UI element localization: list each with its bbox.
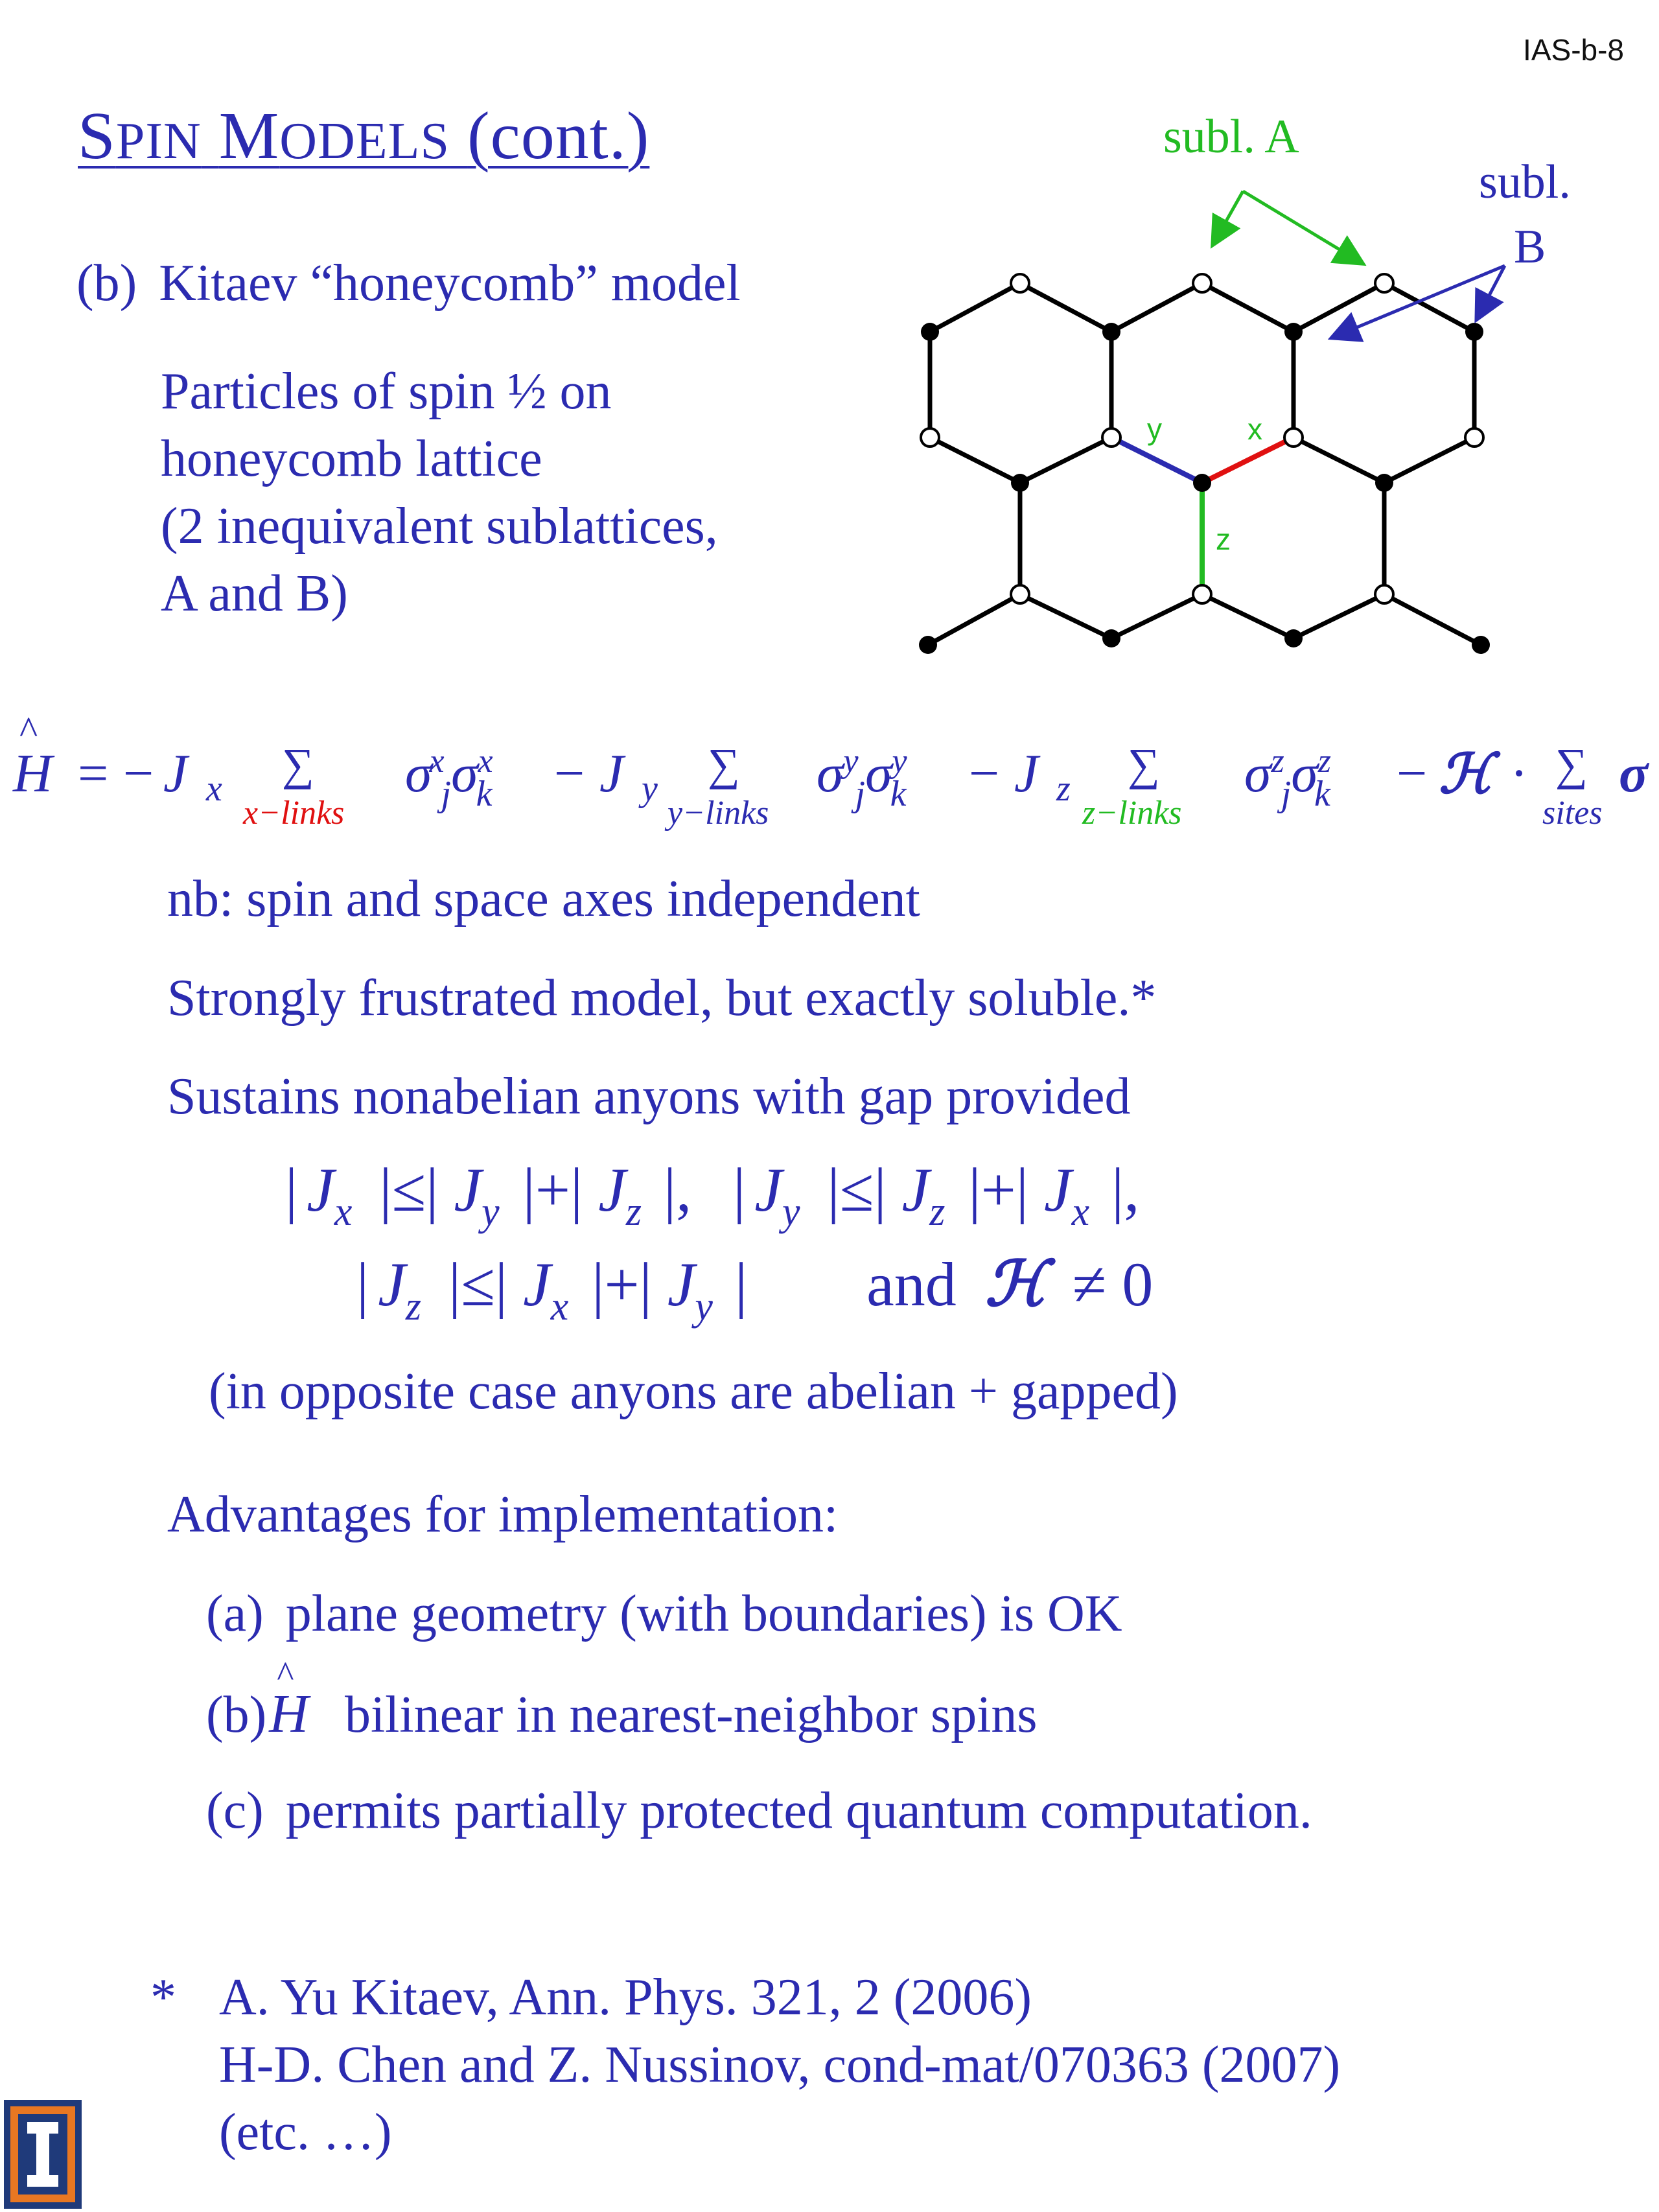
references xyxy=(219,1964,1340,2166)
site-b xyxy=(1193,585,1211,603)
page-title: SPIN MODELS (cont.) xyxy=(78,99,650,173)
hamiltonian-lhs: H ^ xyxy=(13,709,52,804)
advantage-item-b: (b)H ^ bilinear in nearest-neighbor spins xyxy=(206,1655,1038,1744)
site-b xyxy=(1011,274,1029,292)
link-label-x: x xyxy=(1247,412,1262,446)
sigma-y-pair: $\sigma^y$ $_j\sigma^y_k$ xyxy=(817,743,907,814)
sigma-bold: σ xyxy=(1619,743,1649,804)
note-nb: nb: spin and space axes independent xyxy=(167,870,920,927)
site-b xyxy=(921,428,939,447)
site-a xyxy=(1284,629,1303,647)
label-subl-b-2: B xyxy=(1514,220,1546,274)
site-a xyxy=(1193,474,1211,492)
note-sustains: Sustains nonabelian anyons with gap provided xyxy=(167,1068,1131,1125)
reference-line: A. Yu Kitaev, Ann. Phys. 321, 2 (2006) xyxy=(219,1969,1032,2026)
site-a xyxy=(1284,323,1303,341)
site-b xyxy=(1102,428,1120,447)
sigma-z-pair: $\sigma^z$ $_j\sigma^z_k$ xyxy=(1244,743,1331,814)
site-b xyxy=(1011,585,1029,603)
site-a xyxy=(921,323,939,341)
advantage-item-a: (a) plane geometry (with boundaries) is OK xyxy=(206,1585,1122,1642)
label-subl-b-1: subl. xyxy=(1479,156,1571,209)
site-a xyxy=(1472,636,1490,654)
opposite-case-note: (in opposite case anyons are abelian + gapped) xyxy=(209,1363,1178,1420)
site-b xyxy=(1284,428,1303,447)
site-a xyxy=(1011,474,1029,492)
h-hat: H ^ xyxy=(269,1655,308,1744)
label-subl-a: subl. A xyxy=(1163,110,1299,163)
section-heading xyxy=(76,250,741,317)
site-a xyxy=(1375,474,1393,492)
note-frustrated: Strongly frustrated model, but exactly soluble.* xyxy=(167,970,1157,1027)
link-label-z: z xyxy=(1216,522,1231,556)
section-label: (b) xyxy=(76,255,137,312)
description-line: A and B) xyxy=(161,565,348,622)
hamiltonian: H ^ = − J x ∑ x−links $\sigma^x$ $_j\sigma^x_k$ − J y ∑ y−links $\sigma^y$ $_j\sigma^y_k$ − J z ∑ z−links $\sigma^z$ $_j\sigma^z_k$ − ℋ · ∑ sites σ xyxy=(13,709,1649,832)
block-i-icon xyxy=(4,2100,82,2209)
sublattice-a-arrows xyxy=(1214,191,1361,262)
site-b xyxy=(1465,428,1483,447)
reference-line: H-D. Chen and Z. Nussinov, cond-mat/070363 (2007) xyxy=(219,2036,1341,2093)
description xyxy=(161,358,718,627)
condition-line-1: | $J_x$ |≤| $J_y$ |+| $J_z$ |, | $J_y$ |≤| $J_z$ |+| $J_x$ |, xyxy=(285,1155,1140,1234)
sigma-x-pair: $\sigma^x$ $_j\sigma^x_k$ xyxy=(405,743,493,814)
site-b xyxy=(1375,585,1393,603)
section-text: Kitaev “honeycomb” model xyxy=(159,255,741,312)
site-a xyxy=(1102,629,1120,647)
site-b xyxy=(1193,274,1211,292)
site-a xyxy=(1465,323,1483,341)
reference-line: (etc. …) xyxy=(219,2104,392,2161)
site-b xyxy=(1375,274,1393,292)
slide-id: IAS-b-8 xyxy=(1523,33,1624,67)
description-line: Particles of spin ½ on xyxy=(161,363,612,420)
site-a xyxy=(1102,323,1120,341)
field-symbol: ℋ xyxy=(1439,745,1493,805)
condition-line-2: | $J_z$ |≤| $J_x$ |+| $J_y$ | and ℋ ≠ 0 xyxy=(356,1250,1154,1329)
university-logo xyxy=(4,2100,82,2209)
field-symbol-2: ℋ xyxy=(984,1250,1047,1319)
site-a xyxy=(919,636,937,654)
description-line: (2 inequivalent sublattices, xyxy=(161,498,718,555)
honeycomb-diagram xyxy=(881,104,1646,674)
reference-star: * xyxy=(150,1969,176,2026)
link-label-y: y xyxy=(1147,412,1162,446)
description-line: honeycomb lattice xyxy=(161,430,542,487)
advantages-heading: Advantages for implementation: xyxy=(167,1486,839,1543)
advantage-item-c: (c) permits partially protected quantum computation. xyxy=(206,1782,1312,1839)
